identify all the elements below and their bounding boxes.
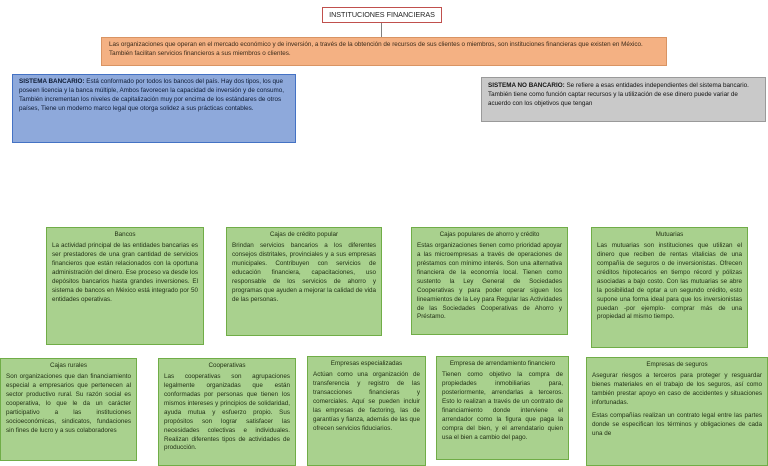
- sistema-no-bancario-text: Se refiere a esas entidades independientes del sistema bancario. También tiene como función captar recursos y la utilización de ese dinero puede variar de acuerdo con los objetivos que tengan: [488, 82, 749, 107]
- cooperativas-text: Las cooperativas son agrupaciones legalmente organizadas que están conformadas por personas que tienen los mismos intereses y principios de solidaridad, ayuda mutua y esfuerzo propio. Sus propósitos son lograr satisfacer las necesidades colectivas e individuales. Realizan diferentes tipos de actividades de producción.: [164, 372, 290, 452]
- arrendamiento-financiero-title: Empresa de arrendamiento financiero: [449, 360, 556, 367]
- cajas-rurales-text: Son organizaciones que dan financiamiento especial a empresarios que pertenecen al sector productivo rural. Su razón social es cooperativa, lo que le da un carácter participativo a las instituciones socioeconómicas, sindicatos, fundaciones sin fines de lucro y a sus colaboradores: [6, 372, 131, 434]
- sistema-no-bancario-label: SISTEMA NO BANCARIO:: [488, 82, 565, 89]
- empresas-seguros-box: [586, 357, 768, 466]
- bancos-box: [46, 227, 204, 345]
- arrendamiento-financiero-box: [436, 356, 569, 460]
- mutuarias-text: Las mutuarias son instituciones que utilizan el dinero que reciben de rentas vitalicias de una compañía de seguros o de inversionistas. Ofrecen créditos hipotecarios en tiempo récord y pólizas asociadas a bajo costo. Con las mutuarias se abre la posibilidad de optar a un segundo crédito, esto supone una forma ideal para que los inversionistas puedan -por ejemplo- comprar más de una propiedad al mismo tiempo.: [597, 241, 742, 321]
- empresas-especializadas-text: Actúan como una organización de transferencia y registro de las transacciones financieras y comerciales. Aquí se pueden incluir las empresas de factoring, las de garantías y fianza, además de las que ofrecen servicios fiduciarios.: [313, 370, 420, 432]
- intro-box: Las organizaciones que operan en el mercado económico y de inversión, a través de la obtención de recursos de sus clientes o miembros, son instituciones financieras que existen en México. También facilitan servicios financieros a sus miembros o clientes.: [101, 37, 667, 66]
- bancos-text: La actividad principal de las entidades bancarias es ser prestadores de una gran cantidad de servicios financieros que están relacionados con la oportuna administración del dinero. Ese proceso va desde los depósitos bancarios hasta grandes inversiones. El sistema de bancos en México está integrado por 50 entidades operativas.: [52, 241, 198, 303]
- sistema-bancario-text: Está conformado por todos los bancos del país. Hay dos tipos, los que poseen licencia y la banca múltiple, Ambos favorecen la capacidad de inversión y de consumo, También incrementan los niveles de capitalización muy por encima de los estándares de otros países, Tiene un moderno marco legal que otorga solidez a sus prácticas contables.: [19, 78, 284, 112]
- cajas-credito-popular-title: Cajas de crédito popular: [269, 231, 339, 238]
- mutuarias-box: [591, 227, 748, 348]
- cajas-ahorro-credito-box: [411, 227, 568, 335]
- mutuarias-title: Mutuarias: [655, 231, 684, 238]
- diagram-title: INSTITUCIONES FINANCIERAS: [322, 7, 442, 23]
- sistema-no-bancario-box: [481, 77, 766, 122]
- empresas-seguros-text: Asegurar riesgos a terceros para proteger y resguardar bienes materiales en el trabajo de los seguros, así como también prestar apoyo en caso de accidentes y situaciones infortunadas.: [592, 371, 762, 406]
- cajas-rurales-title: Cajas rurales: [49, 362, 88, 369]
- cooperativas-title: Cooperativas: [208, 362, 246, 369]
- sistema-bancario-label: SISTEMA BANCARIO:: [19, 78, 85, 85]
- empresas-especializadas-title: Empresas especializadas: [330, 360, 403, 367]
- cajas-rurales-box: [0, 358, 137, 461]
- cajas-ahorro-credito-text: Estas organizaciones tienen como prioridad apoyar a las microempresas a través de operaciones de préstamos con mínimo interés. Son una alternativa financiera de la economía local. Tienen como sustento la Ley General de Sociedades Cooperativas y para poder operar siguen los lineamientos de la Ley para Regular las Actividades de las Sociedades Cooperativas de Ahorro y Préstamo.: [417, 241, 562, 321]
- sistema-bancario-box: [12, 74, 296, 143]
- empresas-seguros-text-2: Estas compañías realizan un contrato legal entre las partes donde se especifican los términos y obligaciones de cada una de: [592, 411, 762, 437]
- empresas-especializadas-box: [307, 356, 426, 466]
- empresas-seguros-title: Empresas de seguros: [646, 361, 708, 368]
- cajas-ahorro-credito-title: Cajas populares de ahorro y crédito: [439, 231, 540, 238]
- cajas-credito-popular-text: Brindan servicios bancarios a los diferentes consejos distritales, provinciales y a sus empresas municipales. Contribuyen con servicios de educación financiera, capacitaciones, uso responsable de los servicios de ahorro y programas que ayuden a mejorar la calidad de vida de las personas.: [232, 241, 376, 303]
- connector-line: [381, 23, 382, 37]
- bancos-title: Bancos: [114, 231, 136, 238]
- arrendamiento-financiero-text: Tienen como objetivo la compra de propiedades inmobiliarias para, posteriormente, arrendarlas a terceros. Esto lo realizan a través de un contrato de financiamiento donde interviene el arrendador como la figura que paga la compra del bien, y el arrendatario quien usa el bien a cambio del pago.: [442, 370, 563, 441]
- cajas-credito-popular-box: [226, 227, 382, 336]
- cooperativas-box: [158, 358, 296, 466]
